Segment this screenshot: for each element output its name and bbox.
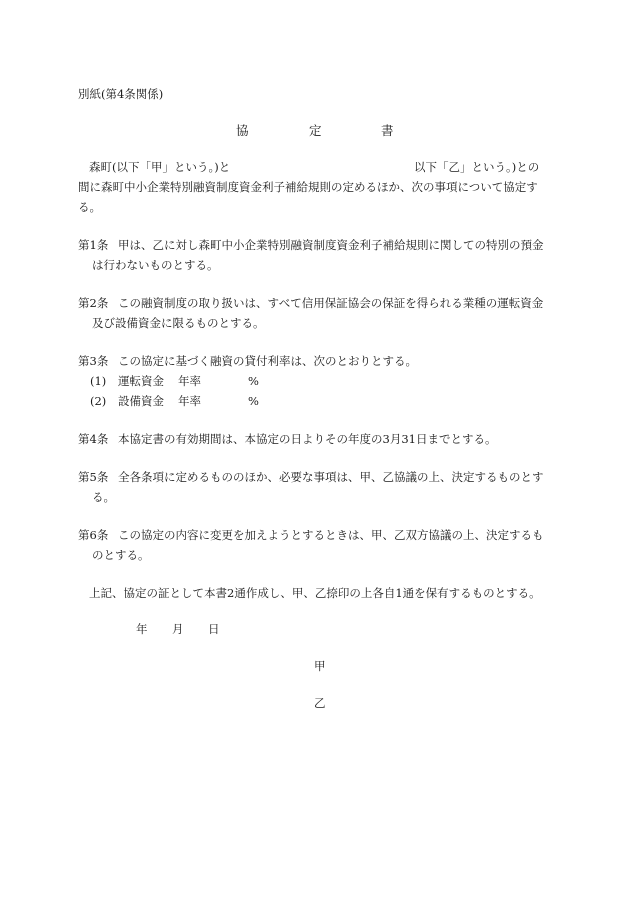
party-a-label: 甲 <box>314 659 326 673</box>
closing-statement: 上記、協定の証として本書2通作成し、甲、乙捺印の上各自1通を保有するものとする。 <box>89 586 541 600</box>
rate-item-name: 設備資金 <box>118 394 164 408</box>
rate-item-unit: % <box>248 374 259 388</box>
article-number: 第4条 <box>78 432 109 446</box>
annex-label: 別紙(第4条関係) <box>78 87 164 101</box>
title-char-2: 定 <box>309 123 322 138</box>
intro-part1: 森町(以下「甲」という。)と <box>89 160 231 174</box>
intro-line3: る。 <box>78 200 101 214</box>
article-text: この協定の内容に変更を加えようとするときは、甲、乙双方協議の上、決定するも <box>118 528 544 542</box>
rate-item-name: 運転資金 <box>118 374 164 388</box>
intro-part2: 以下「乙」という。)との <box>414 160 540 174</box>
article-number: 第5条 <box>78 470 109 484</box>
date-month: 月 <box>172 622 184 636</box>
article-text-cont: のとする。 <box>92 548 150 562</box>
article-text: 全各条項に定めるもののほか、必要な事項は、甲、乙協議の上、決定するものとす <box>118 470 544 484</box>
article-text-cont: る。 <box>92 490 115 504</box>
article-number: 第1条 <box>78 238 109 252</box>
date-day: 日 <box>208 622 220 636</box>
title-char-3: 書 <box>381 123 394 138</box>
rate-item-label: 年率 <box>178 374 201 388</box>
article-number: 第3条 <box>78 354 109 368</box>
party-b-label: 乙 <box>314 696 326 710</box>
title-char-1: 協 <box>236 123 249 138</box>
article-text: 本協定書の有効期間は、本協定の日よりその年度の3月31日までとする。 <box>118 432 497 446</box>
article-text: 甲は、乙に対し森町中小企業特別融資制度資金利子補給規則に関しての特別の預金 <box>118 238 544 252</box>
rate-item-unit: % <box>248 394 259 408</box>
article-text-cont: は行わないものとする。 <box>92 258 219 272</box>
rate-item-index: (2) <box>90 394 107 408</box>
article-number: 第2条 <box>78 296 109 310</box>
article-text-cont: 及び設備資金に限るものとする。 <box>92 316 265 330</box>
rate-item-index: (1) <box>90 374 107 388</box>
intro-line2: 間に森町中小企業特別融資制度資金利子補給規則の定めるほか、次の事項について協定す <box>78 180 538 194</box>
article-text: この協定に基づく融資の貸付利率は、次のとおりとする。 <box>118 354 417 368</box>
article-text: この融資制度の取り扱いは、すべて信用保証協会の保証を得られる業種の運転資金 <box>118 296 544 310</box>
rate-item-label: 年率 <box>178 394 201 408</box>
date-year: 年 <box>136 622 148 636</box>
article-number: 第6条 <box>78 528 109 542</box>
